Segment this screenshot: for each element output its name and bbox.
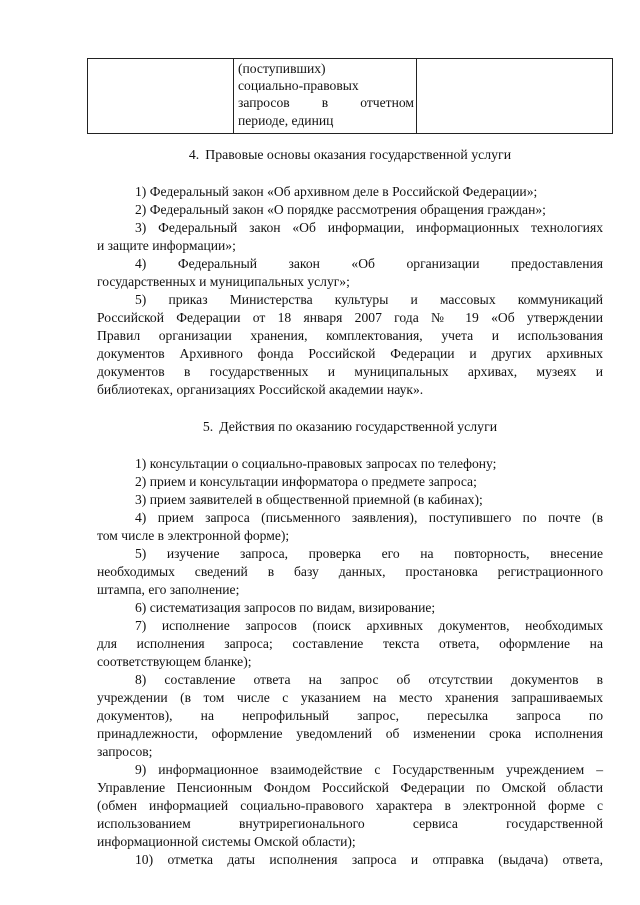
table-cell-empty-left [88,59,234,134]
table-cell-empty-right [417,59,613,134]
paragraph-line: штампа, его заполнение; [97,582,240,597]
paragraph-line: 4) Федеральный закон «Об организации предоставления [135,256,603,271]
paragraph-line: 2) Федеральный закон «О порядке рассмотрения обращения граждан»; [135,202,546,217]
paragraph-line: 4) прием запроса (письменного заявления), поступившего по почте (в [135,510,603,525]
paragraph-line: государственных и муниципальных услуг»; [97,274,350,289]
section-4-list [97,183,603,399]
paragraph-line: использованием внутрирегионального сервиса государственной [97,816,603,831]
paragraph-line: запросов; [97,744,153,759]
paragraph-line: и защите информации»; [97,238,236,253]
paragraph-line: документов в государственных и муниципальных архивах, музеях и [97,364,603,379]
paragraph-line: 2) прием и консультации информатора о предмете запроса; [135,474,477,489]
paragraph-line: 5) приказ Министерства культуры и массовых коммуникаций [135,292,603,307]
paragraph-line: документов), на непрофильный запрос, пересылка запроса по [97,708,603,723]
paragraph-line: 10) отметка даты исполнения запроса и отправка (выдача) ответа, [135,852,603,867]
paragraph-line: необходимых сведений в базу данных, простановка регистрационного [97,564,603,579]
paragraph-line: 6) систематизация запросов по видам, визирование; [135,600,436,615]
paragraph-line: 3) прием заявителей в общественной приемной (в кабинах); [135,492,483,507]
paragraph-line: принадлежности, оформление уведомлений об изменении срока исполнения [97,726,603,741]
paragraph-line: 1) консультации о социально-правовых запросах по телефону; [135,456,497,471]
cell-text-line: периоде, единиц [238,112,334,128]
paragraph-line: информационной системы Омской области); [97,834,356,849]
cell-text-line: запросов в отчетном [238,95,414,111]
paragraph-line: Российской Федерации от 18 января 2007 года № 19 «Об утверждении [97,310,603,325]
paragraph-line: Управление Пенсионным Фондом Российской Федерации по Омской области [97,780,603,795]
paragraph-line: 9) информационное взаимодействие с Государственным учреждением – [135,762,603,777]
paragraph-line: 8) составление ответа на запрос об отсутствии документов в [135,672,603,687]
paragraph-line: том числе в электронной форме); [97,528,290,543]
paragraph-line: учреждении (в том числе с указанием на место хранения запрашиваемых [97,690,603,705]
paragraph-line: библиотеках, организациях Российской академии наук». [97,382,424,397]
table-row [88,59,613,134]
paragraph-line: документов Архивного фонда Российской Федерации и других архивных [97,346,603,361]
section-5-number: 5. [202,419,214,434]
section-5-heading [97,418,603,436]
table-cell-indicator [234,59,417,134]
paragraph-line: 7) исполнение запросов (поиск архивных документов, необходимых [135,618,603,633]
paragraph-line: соответствующем бланке); [97,654,252,669]
paragraph-line: 5) изучение запроса, проверка его на повторность, внесение [135,546,603,561]
section-4-number: 4. [188,147,200,162]
section-4-title: Правовые основы оказания государственной услуги [205,147,512,162]
paragraph-line: 3) Федеральный закон «Об информации, информационных технологиях [135,220,603,235]
document-body [97,146,603,869]
paragraph-line: (обмен информацией социально-правового характера в электронной форме с [97,798,603,813]
paragraph-line: для исполнения запроса; составление текста ответа, оформление на [97,636,603,651]
paragraph-line: 1) Федеральный закон «Об архивном деле в Российской Федерации»; [135,184,538,199]
section-4-heading [97,146,603,164]
section-5-list [97,455,603,869]
section-5-title: Действия по оказанию государственной услуги [219,419,498,434]
table-fragment [87,58,613,134]
cell-text-line: социально-правовых [238,78,359,94]
cell-text-line: (поступивших) [238,61,326,76]
paragraph-line: Правил организации хранения, комплектования, учета и использования [97,328,603,343]
